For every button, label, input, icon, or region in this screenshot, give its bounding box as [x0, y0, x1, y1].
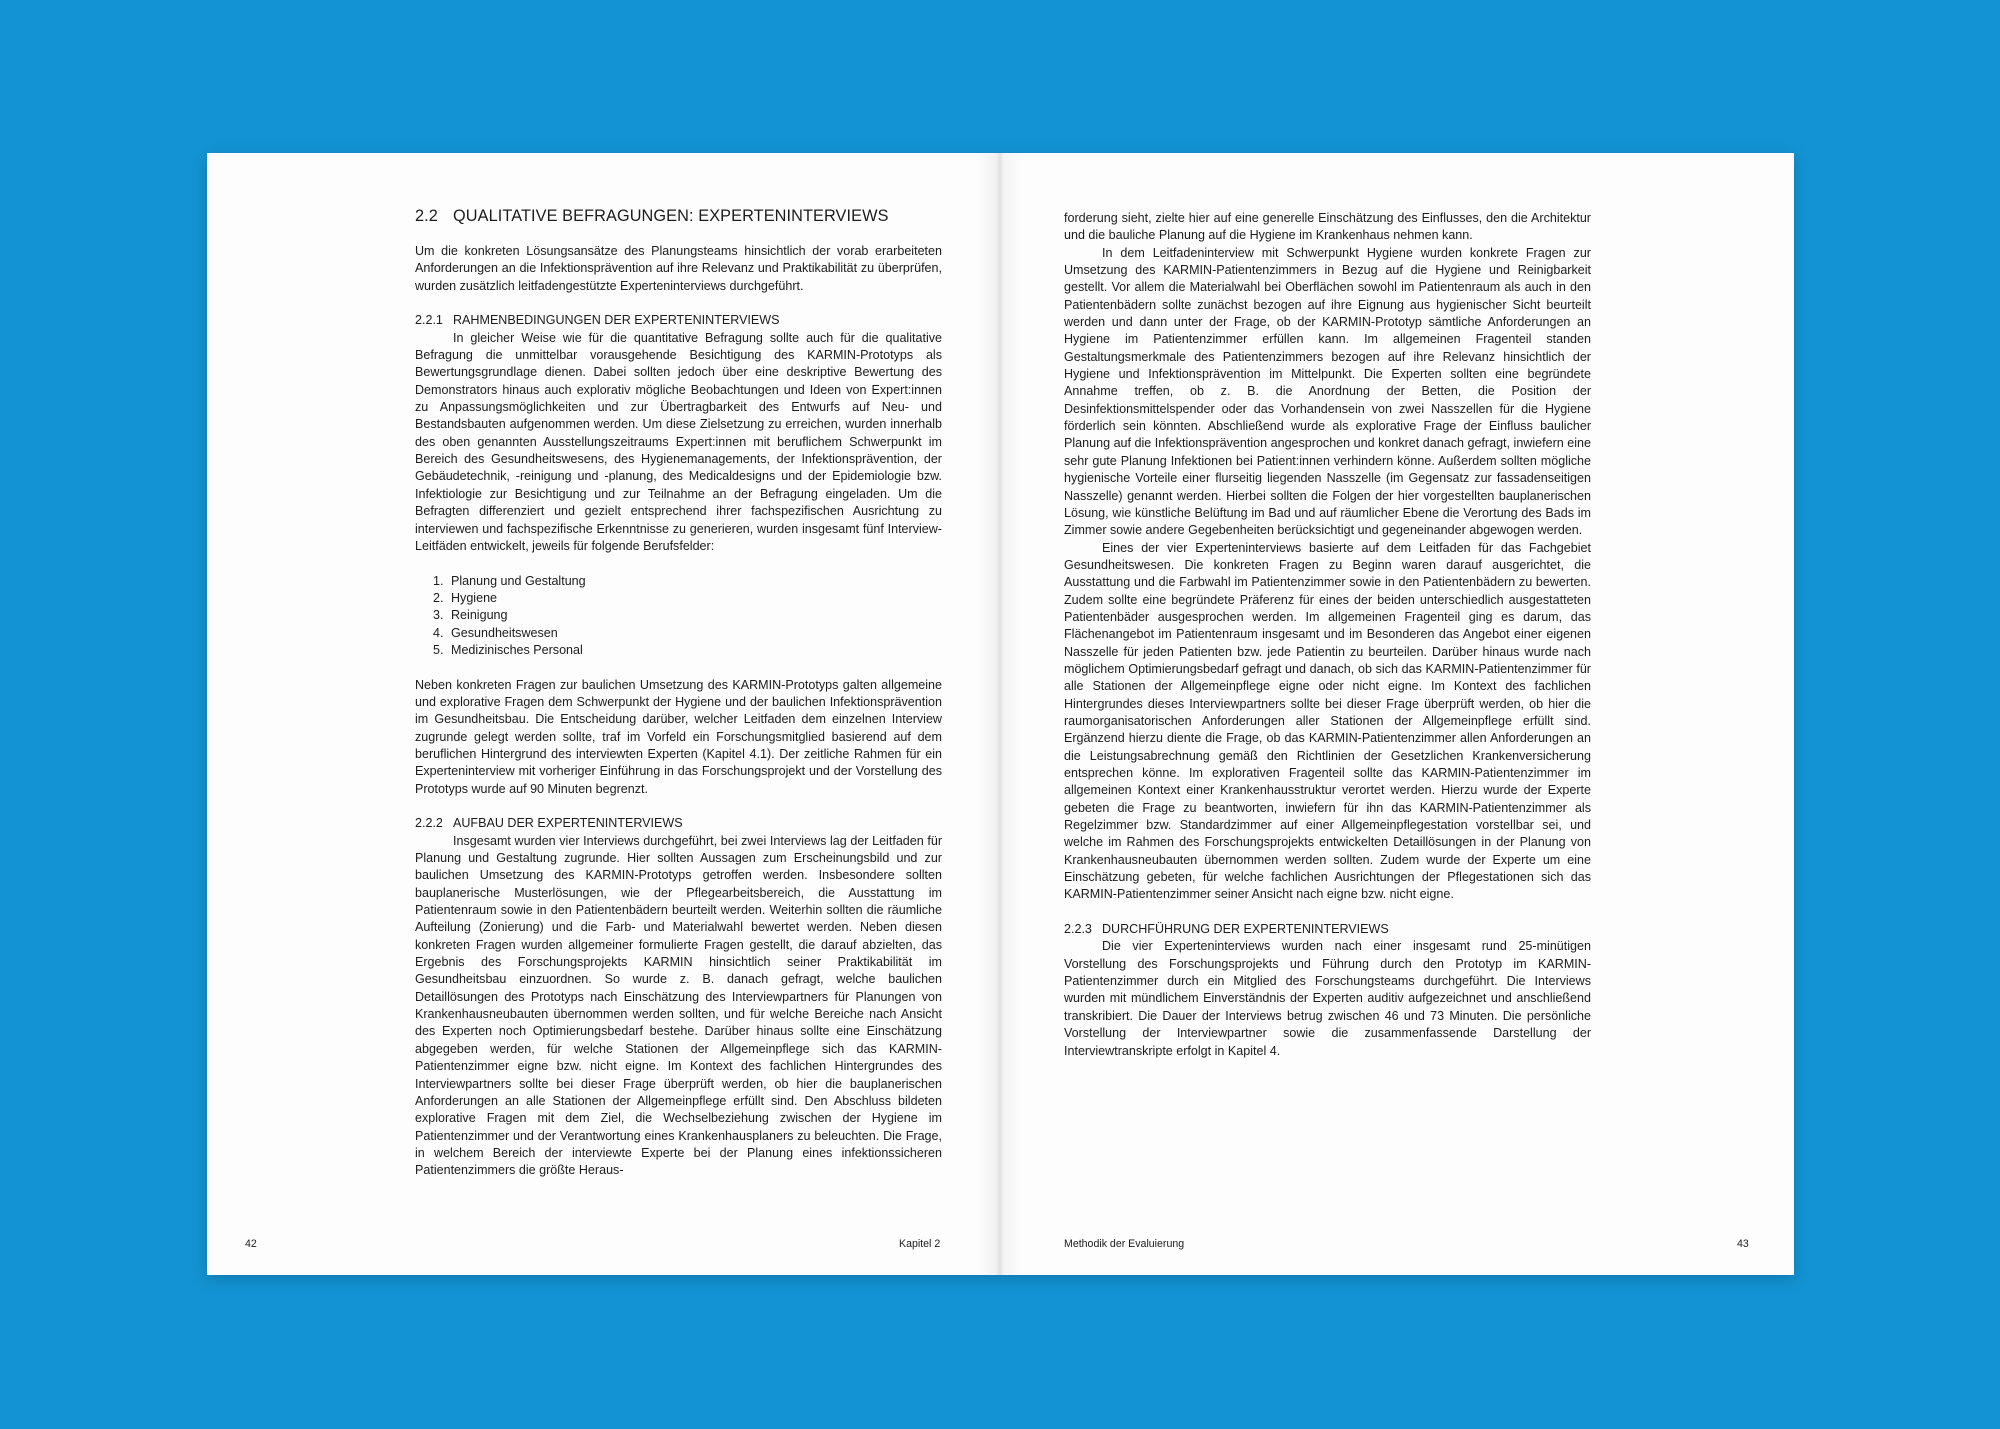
- section-heading: [415, 206, 942, 226]
- list-item: 3. Reinigung: [433, 608, 508, 623]
- subsection-heading: [415, 815, 942, 832]
- page-number: 42: [245, 1238, 257, 1250]
- intro-paragraph: Um die konkreten Lösungsansätze des Planungsteams hinsichtlich der vorab erarbeiteten Anforderungen an die Infektionsprävention auf ihre Relevanz und Praktikabilität zu überprüfen, wurden zusätzlich leitfadengestützte Experteninterviews durchgeführt.: [415, 244, 942, 293]
- body-paragraph: Eines der vier Experteninterviews basierte auf dem Leitfaden für das Fachgebiet Gesundheitswesen. Die konkreten Fragen zu Beginn waren darauf ausgerichtet, die Ausstattung und die Farbwahl im Patientenzimmer sowie in den Patientenbädern zu bewerten. Zudem sollte eine begründete Präferenz für eines der beiden unterschiedlich ausgestatteten Patientenbäder ausgesprochen werden. Im allgemeinen Fragenteil ging es darum, das Flächenangebot im Patientenraum insgesamt und im Besonderen das Angebot einer eigenen Nasszelle für jeden Patienten bzw. jede Patientin zu beurteilen. Darüber hinaus wurde nach möglichem Optimierungsbedarf gefragt und danach, ob sich das KARMIN-Patientenzimmer für alle Stationen der Allgemeinpflege eigne oder nicht eigne. Im Kontext des fachlichen Hintergrundes dieses Interviewpartners sollte bei dieser Frage überprüft werden, ob hier die raumorganisatorischen Anforderungen aller Stationen der Allgemeinpflege erfüllt sind. Ergänzend hierzu diente die Frage, ob das KARMIN-Patientenzimmer allen Anforderungen an die Leistungsabrechnung gemäß den Richtlinien der Gesetzlichen Krankenversicherung entsprechen könne. Im explorativen Fragenteil sollte das KARMIN-Patientenzimmer im allgemeinen Kontext einer Krankenhausstruktur verortet werden. Hierzu wurde der Experte gebeten die Frage zu beantworten, inwiefern für ihn das KARMIN-Patientenzimmer als Regelzimmer bzw. Standardzimmer auf einer Allgemeinpflegestation vorstellbar sei, und welche im Rahmen des Forschungsprojekts entwickelten Detaillösungen in der Planung von Krankenhausneubauten übernommen werden sollten. Zudem wurde der Experte um eine Einschätzung gebeten, für welche fachlichen Ausrichtungen der Pflegestationen sich das KARMIN-Patientenzimmer seiner Ansicht nach eigne bzw. nicht eigne.: [1064, 540, 1591, 902]
- profession-list: [415, 573, 942, 660]
- subsection-title: DURCHFÜHRUNG DER EXPERTENINTERVIEWS: [1102, 922, 1389, 937]
- subsection-title: RAHMENBEDINGUNGEN DER EXPERTENINTERVIEWS: [453, 313, 780, 328]
- left-text-column: [415, 206, 942, 1180]
- body-paragraph: Insgesamt wurden vier Interviews durchgeführt, bei zwei Interviews lag der Leitfaden für Planung und Gestaltung zugrunde. Hier sollten Aussagen zum Erscheinungsbild und zur baulichen Umsetzung des KARMIN-Prototyps getroffen werden. Insbesondere sollten bauplanerische Musterlösungen, wie der Pflegearbeitsbereich, die Ausstattung im Patientenraum sowie in den Patientenbädern beurteilt werden. Weiterhin sollten die räumliche Aufteilung (Zonierung) und die Farb- und Materialwahl bewertet werden. Neben diesen konkreten Fragen wurden allgemeiner formulierte Fragen gestellt, die darauf abzielten, das Ergebnis des Forschungsprojekts KARMIN hinsichtlich seiner Praktikabilität im Gesundheitsbau einzuordnen. So wurde z. B. danach gefragt, welche baulichen Detaillösungen des Prototyps nach Einschätzung des Interviewpartners für Planungen von Krankenhausneubauten übernommen werden sollten, und für welche Bereiche nach Ansicht des Experten noch Optimierungsbedarf bestehe. Darüber hinaus sollte eine Einschätzung abgegeben werden, für welche Stationen der Allgemeinpflege sich das KARMIN-Patientenzimmer eigne bzw. nicht eigne. Im Kontext des fachlichen Hintergrundes des Interviewpartners sollte bei dieser Frage überprüft werden, ob hier die bauplanerischen Anforderungen an alle Stationen der Allgemeinpflege erfüllt sind. Den Abschluss bildeten explorative Fragen mit dem Ziel, die Wechselbeziehung zwischen der Hygiene im Patientenzimmer und der Verantwortung eines Krankenhausplaners zu beleuchten. Die Frage, in welchem Bereich der interviewte Experte bei der Planung eines infektionssicheren Patientenzimmers die größte Heraus-: [415, 833, 942, 1178]
- list-item: 1. Planung und Gestaltung: [433, 573, 586, 588]
- left-page: [207, 153, 997, 1275]
- book-spread: [207, 153, 1794, 1275]
- subsection-number: 2.2.1: [415, 313, 443, 328]
- running-footer-chapter: Methodik der Evaluierung: [1064, 1238, 1185, 1250]
- subsection-number: 2.2.3: [1064, 922, 1092, 937]
- body-paragraph: Neben konkreten Fragen zur baulichen Umsetzung des KARMIN-Prototyps galten allgemeine und explorative Fragen dem Schwerpunkt der Hygiene und der baulichen Infektionsprävention im Gesundheitsbau. Die Entscheidung darüber, welcher Leitfaden dem einzelnen Interview zugrunde gelegt werden sollte, traf im Vorfeld ein Forschungsmitglied basierend auf dem beruflichen Hintergrund des interviewten Experten (Kapitel 4.1). Der zeitliche Rahmen für ein Experteninterview mit vorheriger Einführung in das Forschungsprojekt und der Vorstellung des Prototyps wurde auf 90 Minuten begrenzt.: [415, 677, 942, 796]
- subsection-heading: [1064, 921, 1591, 938]
- list-item: 5. Medizinisches Personal: [433, 642, 583, 657]
- subsection-heading: [415, 312, 942, 329]
- section-number: 2.2: [415, 207, 438, 225]
- running-footer-chapter: Kapitel 2: [899, 1238, 941, 1250]
- body-paragraph: forderung sieht, zielte hier auf eine generelle Einschätzung des Einflusses, den die Architektur und die bauliche Planung auf die Hygiene im Krankenhaus nehmen kann.: [1064, 211, 1591, 243]
- list-item: 4. Gesundheitswesen: [433, 625, 558, 640]
- right-text-column: [1064, 210, 1591, 1060]
- section-title: QUALITATIVE BEFRAGUNGEN: EXPERTENINTERVIEWS: [453, 207, 889, 225]
- body-paragraph: In dem Leitfadeninterview mit Schwerpunkt Hygiene wurden konkrete Fragen zur Umsetzung des KARMIN-Patientenzimmers in Bezug auf die Hygiene und Reinigbarkeit gestellt. Vor allem die Materialwahl bei Oberflächen sowohl im Patientenraum als auch in den Patientenbädern sollte zunächst bezogen auf ihre Eignung aus hygienischer Sicht beurteilt werden und dann unter der Frage, ob der KARMIN-Prototyp sämtliche Anforderungen an Hygiene im Patientenzimmer erfüllen kann. Im allgemeinen Fragenteil standen Gestaltungsmerkmale des Patientenzimmers bezogen auf ihre Relevanz hinsichtlich der Hygiene und Infektionsprävention im Mittelpunkt. Die Experten sollten eine begründete Annahme treffen, ob z. B. die Anordnung der Betten, die Position der Desinfektionsmittelspender oder das Vorhandensein von zwei Nasszellen für die Hygiene förderlich sein könnten. Abschließend wurde als explorative Frage der Einfluss baulicher Planung auf die Infektionsprävention angesprochen und konkret danach gefragt, inwiefern eine sehr gute Planung Infektionen bei Patient:innen verhindern könne. Außerdem sollten mögliche hygienische Vorteile einer flurseitig liegenden Nasszelle (im Gegensatz zur fassadenseitigen Nasszelle) genannt werden. Hierbei sollten die Folgen der hier vorgestellten bauplanerischen Lösung, wie künstliche Belüftung im Bad und auf räumlicher Ebene die Verortung des Bads im Zimmer sowie andere Gegebenheiten berücksichtigt und gegeneinander abgewogen werden.: [1064, 245, 1591, 538]
- right-page: [1000, 153, 1794, 1275]
- body-paragraph: Die vier Experteninterviews wurden nach einer insgesamt rund 25-minütigen Vorstellung des Forschungsprojekts und Führung durch den Prototyp im KARMIN-Patientenzimmer durch ein Mitglied des Forschungsteams durchgeführt. Die Interviews wurden mit mündlichem Einverständnis der Experten auditiv aufgezeichnet und anschließend transkribiert. Die Dauer der Interviews betrug zwischen 46 und 73 Minuten. Die persönliche Vorstellung der Interviewpartner sowie die zusammenfassende Darstellung der Interviewtranskripte erfolgt in Kapitel 4.: [1064, 939, 1591, 1058]
- list-item: 2. Hygiene: [433, 590, 498, 605]
- subsection-number: 2.2.2: [415, 816, 443, 831]
- subsection-title: AUFBAU DER EXPERTENINTERVIEWS: [453, 816, 683, 831]
- body-paragraph: In gleicher Weise wie für die quantitative Befragung sollte auch für die qualitative Befragung die unmittelbar vorausgehende Besichtigung des KARMIN-Prototyps als Bewertungsgrundlage dienen. Dabei sollten jedoch über eine deskriptive Bewertung des Demonstrators hinaus auch explorativ mögliche Beobachtungen und Ideen von Expert:innen zu Anpassungsmöglichkeiten und zur Übertragbarkeit des Entwurfs auf Neu- und Bestandsbauten aufgenommen werden. Um diese Zielsetzung zu erreichen, wurden innerhalb des oben genannten Ausstellungszeitraums Expert:innen mit beruflichem Schwerpunkt im Bereich des Gesundheitswesens, des Hygienemanagements, der Infektionsprävention, der Gebäudetechnik, -reinigung und -planung, des Medicaldesigns und der Epidemiologie bzw. Infektiologie zur Besichtigung und zur Teilnahme an der Befragung eingeladen. Um die Befragten differenziert und gezielt entsprechend ihrer fachspezifischen Ausrichtung zu interviewen und fachspezifische Erkenntnisse zu generieren, wurden insgesamt fünf Interview-Leitfäden entwickelt, jeweils für folgende Berufsfelder:: [415, 330, 942, 553]
- page-number: 43: [1737, 1238, 1749, 1250]
